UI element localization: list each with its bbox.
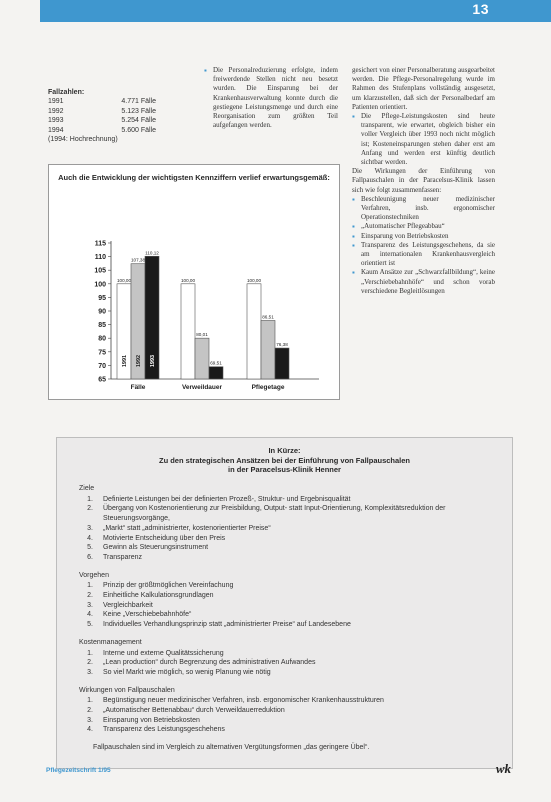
bar-value-label: 100,00 — [246, 277, 262, 283]
list-item — [79, 716, 499, 726]
bar-value-label: 80,01 — [196, 332, 208, 338]
paragraph: gesichert von einer Personalberatung ausgearbeitet werden. Die Pflege-Personalregelung wurde im Rahmen des Stufenplans vollständig ausgesetzt, um klarzustellen, daß sich der Personalbedarf am Patienten orientiert. — [352, 66, 495, 111]
chart-title: Auch die Entwicklung der wichtigsten Kennziffern verlief erwartungsgemäß: — [58, 173, 330, 182]
list-item — [79, 658, 499, 668]
box-closing-note: Fallpauschalen sind im Vergleich zu alternativen Vergütungsformen „das geringere Übel“. — [93, 744, 370, 752]
item-number: 1. — [87, 697, 93, 705]
item-text: Vergleichbarkeit — [103, 601, 153, 609]
item-number: 1. — [87, 582, 93, 590]
item-number: 4. — [87, 611, 93, 619]
stats-note: (1994: Hochrechnung) — [48, 136, 118, 144]
bar — [261, 320, 275, 379]
list-item — [79, 696, 499, 706]
category-label: Pflegetage — [251, 384, 285, 391]
list-item — [79, 534, 499, 544]
paragraph: ▪ Die Personalreduzierung erfolgte, indem freiwerdende Stellen nicht neu besetzt wurden. Die Einsparung bei der Krankenhausverwaltung konnte durch die gestiegene Leistungsmenge und durch eine Reorganisation zum größten Teil aufgefangen werden. — [204, 66, 338, 130]
case-statistics — [48, 88, 198, 144]
item-text: Übergang von Kostenorientierung zur Preisbildung, Output- statt Input-Orientierung, Komplexitätsreduktion der Steuerungsvorgänge, — [103, 505, 446, 523]
item-text: Einheitliche Kalkulationsgrundlagen — [103, 592, 214, 600]
middle-text-column — [204, 66, 338, 130]
bar-value-label: 76,38 — [276, 342, 288, 348]
item-number: 2. — [87, 592, 93, 600]
list-item — [79, 668, 499, 678]
list-item — [79, 504, 499, 523]
stats-row: 1991 4.771 Fälle — [48, 98, 156, 106]
item-text: Transparenz des Leistungsgeschehens — [103, 726, 225, 734]
paragraph: Die Wirkungen der Einführung von Fallpauschalen in der Paracelsus-Klinik lassen sich wie folgt zusammenfassen: — [352, 167, 495, 194]
item-text: Individuelles Verhandlungsprinzip statt „administrierter Preise“ auf Landesebene — [103, 621, 351, 629]
box-title: In Kürze: Zu den strategischen Ansätzen bei der Einführung von Fallpauschalen in der Paracelsus-Klinik Henner — [158, 446, 410, 474]
box-section — [79, 686, 499, 736]
bar-value-label: 69,51 — [210, 360, 222, 366]
bar — [275, 348, 289, 379]
list-item — [79, 706, 499, 716]
box-section — [79, 484, 499, 563]
item-number: 6. — [87, 553, 93, 561]
list-item — [79, 620, 499, 630]
section-heading: Ziele — [79, 485, 95, 492]
item-text: Definierte Leistungen bei der definierten Prozeß-, Struktur- und Ergebnisqualität — [103, 495, 351, 503]
item-number: 3. — [87, 524, 93, 532]
bullet-item: ▪ Einsparung von Betriebskosten — [352, 232, 495, 241]
box-content — [79, 484, 499, 753]
bar-value-label: 100,00 — [116, 277, 132, 283]
summary-box — [56, 437, 513, 769]
stats-row: 1994 5.600 Fälle — [48, 126, 156, 134]
list-item — [79, 601, 499, 611]
list-item — [79, 553, 499, 563]
item-number: 3. — [87, 601, 93, 609]
list-item — [79, 610, 499, 620]
list-item — [79, 543, 499, 553]
item-text: „Lean production“ durch Begrenzung des administrativen Aufwandes — [103, 659, 316, 667]
item-number: 4. — [87, 726, 93, 734]
item-number: 2. — [87, 505, 93, 513]
bar — [209, 367, 223, 379]
bar-value-label: 86,51 — [262, 314, 274, 320]
item-text: Begünstigung neuer medizinischer Verfahren, insb. ergonomischer Krankenhausstrukturen — [103, 697, 384, 705]
stats-row: 1992 5.123 Fälle — [48, 107, 156, 115]
kennziffern-chart — [48, 164, 340, 400]
item-number: 2. — [87, 659, 93, 667]
journal-name: Pflegezeitschrift 1/95 — [46, 767, 111, 774]
bar — [181, 284, 195, 379]
list-item — [79, 591, 499, 601]
item-text: So viel Markt wie möglich, so wenig Planung wie nötig — [103, 668, 271, 676]
y-tick-label: 100 — [94, 281, 106, 289]
item-text: Interne und externe Qualitätssicherung — [103, 649, 224, 657]
y-tick-label: 90 — [98, 308, 106, 316]
chart-svg — [49, 165, 341, 401]
y-tick-label: 85 — [98, 322, 106, 330]
bar-value-label: 110,12 — [145, 250, 159, 256]
box-section — [79, 638, 499, 678]
series-year-label: 1992 — [136, 354, 142, 368]
list-item — [79, 649, 499, 659]
item-number: 1. — [87, 649, 93, 657]
item-text: „Markt“ statt „administrierter, kostenorientierter Preise“ — [103, 524, 271, 532]
y-tick-label: 115 — [94, 240, 106, 248]
bar — [247, 284, 261, 379]
y-tick-label: 65 — [98, 376, 106, 384]
stats-title: Fallzahlen: — [48, 89, 85, 96]
item-number: 3. — [87, 716, 93, 724]
right-text-column — [352, 66, 495, 296]
item-number: 3. — [87, 668, 93, 676]
item-text: Prinzip der größtmöglichen Vereinfachung — [103, 582, 234, 590]
bullet-item: ▪ Beschleunigung neuer medizinischer Verfahren, insb. ergonomischer Operationstechniken — [352, 195, 495, 223]
bullet-item: ▪ Kaum Ansätze zur „Schwarzfallbildung“, keine „Verschiebebahnhöfe“ und schon vorab verschiedene Begleitlösungen — [352, 268, 495, 296]
list-item — [79, 524, 499, 534]
category-label: Verweildauer — [181, 384, 223, 391]
item-number: 5. — [87, 544, 93, 552]
section-heading: Wirkungen von Fallpauschalen — [79, 686, 175, 694]
item-text: Motivierte Entscheidung über den Preis — [103, 534, 226, 542]
header-band — [40, 0, 551, 22]
y-tick-label: 70 — [98, 362, 106, 370]
bullet-item: ▪ Transparenz des Leistungsgeschehens, da sie am internationalen Krankenhausvergleich orientiert ist — [352, 241, 495, 269]
bullet-item: ▪ „Automatischer Pflegeabbau“ — [352, 222, 495, 231]
section-heading: Kostenmanagement — [79, 638, 142, 646]
page-number: 13 — [472, 1, 489, 17]
bar — [195, 338, 209, 379]
item-number: 4. — [87, 534, 93, 542]
series-year-label: 1991 — [122, 354, 128, 368]
item-number: 2. — [87, 707, 93, 715]
item-number: 5. — [87, 621, 93, 629]
item-text: Einsparung von Betriebskosten — [103, 716, 200, 724]
y-tick-label: 75 — [98, 349, 106, 357]
box-section — [79, 571, 499, 630]
item-text: Keine „Verschiebebahnhöfe“ — [103, 611, 192, 619]
item-text: „Automatischer Bettenabbau“ durch Verweildauerreduktion — [103, 707, 285, 715]
list-item — [79, 725, 499, 735]
publisher-logo: wk — [495, 761, 511, 776]
bullet-item: ▪ Die Pflege-Leistungskosten sind heute transparent, wie erwartet, obgleich bisher ein voller Vergleich über 1993 noch nicht möglich ist; Kosteneinsparungen stehen daher erst am Anfang und werden erst künftig deutlich sichtbar werden. — [352, 112, 495, 167]
category-label: Fälle — [130, 384, 146, 391]
bar-value-label: 100,00 — [180, 277, 196, 283]
list-item — [79, 581, 499, 591]
list-item — [79, 495, 499, 505]
item-text: Gewinn als Steuerungsinstrument — [103, 544, 209, 552]
item-number: 1. — [87, 495, 93, 503]
y-tick-label: 105 — [94, 267, 106, 275]
bar-value-label: 107,38 — [130, 257, 146, 263]
series-year-label: 1993 — [150, 354, 156, 368]
y-tick-label: 110 — [94, 254, 106, 262]
item-text: Transparenz — [103, 553, 143, 561]
section-heading: Vorgehen — [79, 571, 109, 579]
y-tick-label: 80 — [98, 335, 106, 343]
y-tick-label: 95 — [98, 294, 106, 302]
stats-row: 1993 5.254 Fälle — [48, 117, 156, 125]
